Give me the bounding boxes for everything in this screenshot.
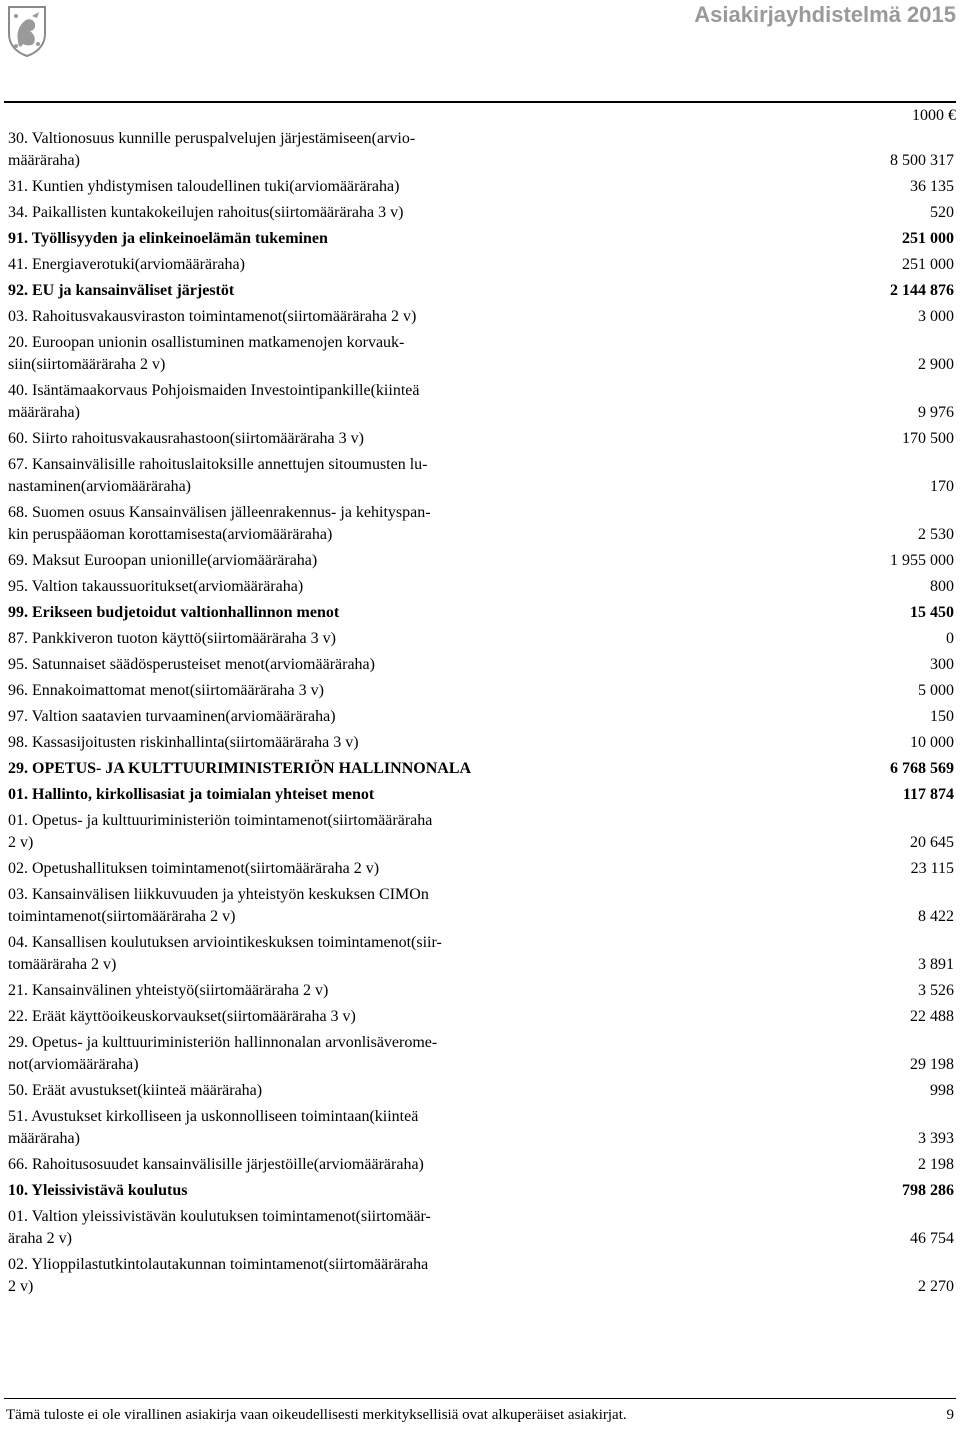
budget-item-row: [8, 654, 954, 676]
item-amount: 2 270: [918, 1278, 954, 1295]
item-label: 03. Kansainvälisen liikkuvuuden ja yhteistyön keskuksen CIMOn toimintamenot(siirtomääräraha 2 v): [8, 886, 429, 925]
item-amount: 36 135: [910, 178, 954, 195]
item-amount: 3 393: [918, 1130, 954, 1147]
item-label: 02. Opetushallituksen toimintamenot(siirtomääräraha 2 v): [8, 860, 380, 877]
item-label: 01. Valtion yleissivistävän koulutuksen toimintamenot(siirtomäär- äraha 2 v): [8, 1208, 431, 1247]
item-amount: 117 874: [902, 786, 954, 803]
footer: [6, 1407, 954, 1424]
item-amount: 1 955 000: [890, 552, 954, 569]
item-label: 91. Työllisyyden ja elinkeinoelämän tukeminen: [8, 230, 328, 247]
item-amount: 2 530: [918, 526, 954, 543]
item-label: 29. OPETUS- JA KULTTUURIMINISTERIÖN HALLINNONALA: [8, 760, 472, 777]
item-label: 20. Euroopan unionin osallistuminen matkamenojen korvauk- siin(siirtomääräraha 2 v): [8, 334, 405, 373]
budget-item-row: [8, 932, 954, 976]
item-amount: 2 198: [918, 1156, 954, 1173]
item-label: 96. Ennakoimattomat menot(siirtomääräraha 3 v): [8, 682, 324, 699]
item-amount: 998: [930, 1082, 954, 1099]
budget-item-row: [8, 428, 954, 450]
section-heading-row: [8, 280, 954, 302]
budget-item-row: [8, 128, 954, 172]
item-label: 60. Siirto rahoitusvakausrahastoon(siirtomääräraha 3 v): [8, 430, 364, 447]
item-label: 69. Maksut Euroopan unionille(arviomääräraha): [8, 552, 318, 569]
item-amount: 6 768 569: [890, 760, 954, 777]
budget-item-row: [8, 576, 954, 598]
item-label: 01. Opetus- ja kulttuuriministeriön toimintamenot(siirtomääräraha 2 v): [8, 812, 433, 851]
footer-disclaimer: Tämä tuloste ei ole virallinen asiakirja vaan oikeudellisesti merkityksellisiä ovat alkuperäiset asiakirjat.: [6, 1407, 627, 1423]
item-label: 92. EU ja kansainväliset järjestöt: [8, 282, 235, 299]
item-amount: 800: [930, 578, 954, 595]
budget-item-row: [8, 810, 954, 854]
item-label: 01. Hallinto, kirkollisasiat ja toimialan yhteiset menot: [8, 786, 375, 803]
section-heading-row: [8, 758, 954, 780]
item-label: 40. Isäntämaakorvaus Pohjoismaiden Investointipankille(kiinteä määräraha): [8, 382, 420, 421]
item-amount: 798 286: [902, 1182, 954, 1199]
budget-item-row: [8, 1006, 954, 1028]
item-amount: 3 891: [918, 956, 954, 973]
item-label: 30. Valtionosuus kunnille peruspalvelujen järjestämiseen(arvio- määräraha): [8, 130, 416, 169]
item-amount: 2 900: [918, 356, 954, 373]
item-amount: 20 645: [910, 834, 954, 851]
item-amount: 251 000: [902, 230, 954, 247]
budget-item-row: [8, 1106, 954, 1150]
item-amount: 170: [930, 478, 954, 495]
item-amount: 22 488: [910, 1008, 954, 1025]
item-label: 22. Eräät käyttöoikeuskorvaukset(siirtomääräraha 3 v): [8, 1008, 356, 1025]
item-label: 67. Kansainvälisille rahoituslaitoksille annettujen sitoumusten lu- nastaminen(arviomääräraha): [8, 456, 428, 495]
item-amount: 0: [946, 630, 954, 647]
budget-item-row: [8, 454, 954, 498]
item-label: 50. Eräät avustukset(kiinteä määräraha): [8, 1082, 263, 1099]
item-label: 51. Avustukset kirkolliseen ja uskonnolliseen toimintaan(kiinteä määräraha): [8, 1108, 419, 1147]
item-amount: 9 976: [918, 404, 954, 421]
budget-item-row: [8, 176, 954, 198]
item-amount: 2 144 876: [890, 282, 954, 299]
section-heading-row: [8, 602, 954, 624]
budget-item-row: [8, 1254, 954, 1298]
item-amount: 23 115: [910, 860, 954, 877]
item-amount: 8 422: [918, 908, 954, 925]
item-amount: 3 526: [918, 982, 954, 999]
document-title: Asiakirjayhdistelmä 2015: [694, 2, 956, 27]
item-label: 34. Paikallisten kuntakokeilujen rahoitus(siirtomääräraha 3 v): [8, 204, 404, 221]
item-amount: 520: [930, 204, 954, 221]
item-label: 03. Rahoitusvakausviraston toimintamenot(siirtomääräraha 2 v): [8, 308, 417, 325]
budget-item-row: [8, 380, 954, 424]
section-heading-row: [8, 784, 954, 806]
header-divider: [4, 101, 956, 103]
budget-item-row: [8, 680, 954, 702]
footer-divider: [4, 1398, 956, 1399]
item-label: 98. Kassasijoitusten riskinhallinta(siirtomääräraha 3 v): [8, 734, 359, 751]
budget-item-row: [8, 502, 954, 546]
item-label: 10. Yleissivistävä koulutus: [8, 1182, 188, 1199]
item-amount: 15 450: [910, 604, 954, 621]
item-label: 02. Ylioppilastutkintolautakunnan toimintamenot(siirtomääräraha 2 v): [8, 1256, 429, 1295]
budget-item-row: [8, 1080, 954, 1102]
item-label: 95. Satunnaiset säädösperusteiset menot(arviomääräraha): [8, 656, 375, 673]
item-amount: 46 754: [910, 1230, 954, 1247]
item-amount: 10 000: [910, 734, 954, 751]
item-label: 68. Suomen osuus Kansainvälisen jälleenrakennus- ja kehityspan- kin peruspääoman korottamisesta(arviomääräraha): [8, 504, 431, 543]
budget-item-row: [8, 858, 954, 880]
page-number: 9: [946, 1407, 954, 1423]
item-label: 04. Kansallisen koulutuksen arviointikeskuksen toimintamenot(siir- tomääräraha 2 v): [8, 934, 442, 973]
item-amount: 300: [930, 656, 954, 673]
budget-item-row: [8, 254, 954, 276]
item-amount: 5 000: [918, 682, 954, 699]
budget-item-row: [8, 550, 954, 572]
budget-item-row: [8, 1154, 954, 1176]
item-label: 99. Erikseen budjetoidut valtionhallinnon menot: [8, 604, 340, 621]
item-label: 95. Valtion takaussuoritukset(arviomääräraha): [8, 578, 304, 595]
item-amount: 150: [930, 708, 954, 725]
item-label: 21. Kansainvälinen yhteistyö(siirtomääräraha 2 v): [8, 982, 329, 999]
item-label: 87. Pankkiveron tuoton käyttö(siirtomääräraha 3 v): [8, 630, 336, 647]
section-heading-row: [8, 1180, 954, 1202]
budget-item-row: [8, 980, 954, 1002]
budget-item-row: [8, 202, 954, 224]
item-amount: 170 500: [902, 430, 954, 447]
budget-item-row: [8, 1032, 954, 1076]
item-amount: 3 000: [918, 308, 954, 325]
section-heading-row: [8, 228, 954, 250]
item-label: 41. Energiaverotuki(arviomääräraha): [8, 256, 245, 273]
item-amount: 8 500 317: [890, 152, 954, 169]
budget-entries-list: [8, 128, 954, 1302]
budget-item-row: [8, 1206, 954, 1250]
item-label: 97. Valtion saatavien turvaaminen(arviomääräraha): [8, 708, 336, 725]
budget-item-row: [8, 706, 954, 728]
item-label: 31. Kuntien yhdistymisen taloudellinen tuki(arviomääräraha): [8, 178, 400, 195]
budget-item-row: [8, 306, 954, 328]
item-amount: 29 198: [910, 1056, 954, 1073]
budget-item-row: [8, 628, 954, 650]
budget-item-row: [8, 332, 954, 376]
item-label: 66. Rahoitusosuudet kansainvälisille järjestöille(arviomääräraha): [8, 1156, 424, 1173]
item-label: 29. Opetus- ja kulttuuriministeriön hallinnonalan arvonlisäverome- not(arviomääräraha): [8, 1034, 438, 1073]
coat-of-arms-icon: [6, 4, 48, 58]
item-amount: 251 000: [902, 256, 954, 273]
budget-item-row: [8, 732, 954, 754]
budget-item-row: [8, 884, 954, 928]
unit-label: 1000 €: [912, 107, 956, 124]
